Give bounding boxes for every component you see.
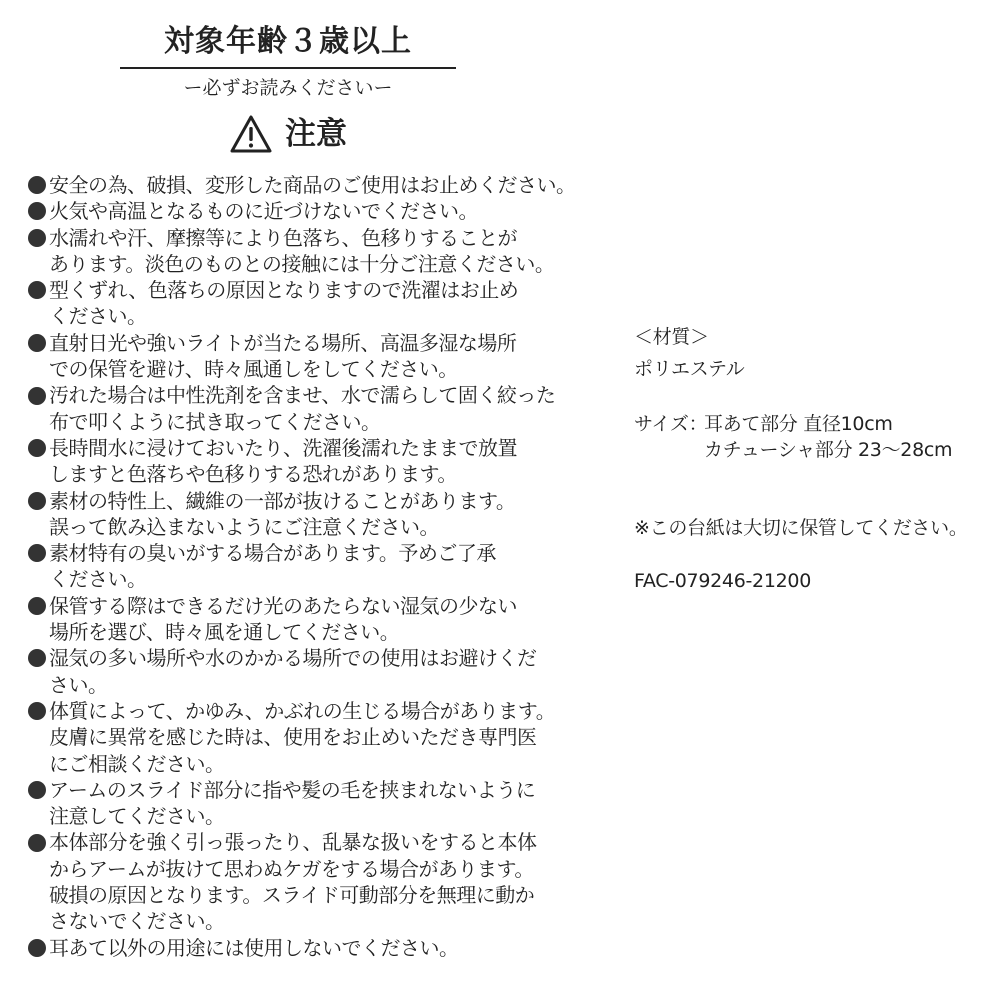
caution-line xyxy=(28,409,618,435)
caution-line xyxy=(28,619,618,645)
bullet-icon xyxy=(28,777,49,803)
caution-text: 体質によって、かゆみ、かぶれの生じる場合があります。 xyxy=(49,698,556,723)
caution-line xyxy=(28,882,618,908)
caution-text: 布で叩くように拭き取ってください。 xyxy=(49,409,381,434)
caution-item xyxy=(28,330,618,383)
caution-line xyxy=(28,461,618,487)
warning-triangle-icon xyxy=(229,114,273,154)
caution-line xyxy=(28,303,618,329)
caution-item xyxy=(28,698,618,777)
caution-text: アームのスライド部分に指や髪の毛を挟まれないように xyxy=(49,777,536,802)
bullet-icon xyxy=(28,172,49,198)
bullet-icon xyxy=(28,935,49,961)
caution-line xyxy=(28,751,618,777)
caution-line xyxy=(28,356,618,382)
caution-text: 長時間水に浸けておいたり、洗濯後濡れたままで放置 xyxy=(49,435,517,460)
bullet-icon xyxy=(28,698,49,724)
caution-line xyxy=(28,829,618,855)
caution-line xyxy=(28,777,618,803)
bullet-icon xyxy=(28,645,49,671)
caution-label: 注意 xyxy=(285,116,347,152)
caution-text: ください。 xyxy=(49,567,147,592)
caution-text: ください。 xyxy=(49,304,147,329)
caution-text: 素材の特性上、繊維の一部が抜けることがあります。 xyxy=(49,488,516,513)
caution-text: 素材特有の臭いがする場合があります。予めご了承 xyxy=(49,541,496,566)
caution-text: からアームが抜けて思わぬケガをする場合があります。 xyxy=(49,856,534,881)
caution-line xyxy=(28,566,618,592)
caution-line xyxy=(28,330,618,356)
caution-item xyxy=(28,935,618,961)
caution-line xyxy=(28,198,618,224)
caution-text: にご相談ください。 xyxy=(49,751,225,776)
caution-line xyxy=(28,698,618,724)
bullet-icon xyxy=(28,829,49,855)
bullet-icon xyxy=(28,593,49,619)
caution-item xyxy=(28,540,618,593)
caution-item xyxy=(28,198,618,224)
caution-line xyxy=(28,172,618,198)
bullet-icon xyxy=(28,382,49,408)
please-read-note: ー必ずお読みくださいー xyxy=(183,77,393,99)
age-requirement-title: 対象年齢３歳以上 xyxy=(164,24,412,59)
material-value: ポリエステル xyxy=(634,358,745,380)
caution-text: 本体部分を強く引っ張ったり、乱暴な扱いをすると本体 xyxy=(49,830,537,855)
caution-text: 湿気の多い場所や水のかかる場所での使用はお避けくだ xyxy=(49,646,537,671)
caution-text: 耳あて以外の用途には使用しないでください。 xyxy=(49,935,459,960)
caution-line xyxy=(28,908,618,934)
caution-line xyxy=(28,803,618,829)
caution-line xyxy=(28,251,618,277)
caution-item xyxy=(28,172,618,198)
bullet-icon xyxy=(28,277,49,303)
caution-line xyxy=(28,540,618,566)
caution-line xyxy=(28,382,618,408)
caution-item xyxy=(28,829,618,934)
caution-text: さないでください。 xyxy=(49,909,225,934)
caution-line xyxy=(28,724,618,750)
caution-text: 安全の為、破損、変形した商品のご使用はお止めください。 xyxy=(49,173,576,197)
caution-line xyxy=(28,277,618,303)
caution-item xyxy=(28,645,618,698)
caution-text: 場所を選び、時々風を通してください。 xyxy=(49,620,400,645)
caution-line xyxy=(28,672,618,698)
caution-item xyxy=(28,777,618,830)
caution-text: 皮膚に異常を感じた時は、使用をお止めいただき専門医 xyxy=(49,725,537,750)
caution-line xyxy=(28,645,618,671)
bullet-icon xyxy=(28,540,49,566)
bullet-icon xyxy=(28,225,49,251)
caution-heading xyxy=(120,108,456,160)
caution-text: さい。 xyxy=(49,672,108,697)
caution-text: 火気や高温となるものに近づけないでください。 xyxy=(49,199,478,224)
caution-item xyxy=(28,225,618,278)
size-headband-value: カチューシャ部分 23〜28cm xyxy=(704,439,953,461)
caution-text: 誤って飲み込まないようにご注意ください。 xyxy=(49,514,439,539)
bullet-icon xyxy=(28,198,49,224)
caution-text: 型くずれ、色落ちの原因となりますので洗濯はお止め xyxy=(49,278,519,303)
product-code: FAC-079246-21200 xyxy=(634,570,811,592)
caution-item xyxy=(28,435,618,488)
bullet-icon xyxy=(28,488,49,514)
caution-text: 破損の原因となります。スライド可動部分を無理に動か xyxy=(49,883,535,908)
size-label: サイズ： xyxy=(634,413,708,435)
material-heading: ＜材質＞ xyxy=(634,326,709,348)
caution-line xyxy=(28,593,618,619)
bullet-icon xyxy=(28,330,49,356)
caution-line xyxy=(28,488,618,514)
caution-text: 保管する際はできるだけ光のあたらない湿気の少ない xyxy=(49,593,517,618)
caution-item xyxy=(28,382,618,435)
caution-line xyxy=(28,856,618,882)
caution-text: あります。淡色のものとの接触には十分ご注意ください。 xyxy=(49,251,555,276)
caution-item xyxy=(28,488,618,541)
caution-line xyxy=(28,225,618,251)
caution-text: 汚れた場合は中性洗剤を含ませ、水で濡らして固く絞った xyxy=(49,383,556,408)
keep-card-note: ※この台紙は大切に保管してください。 xyxy=(634,517,968,539)
caution-item xyxy=(28,277,618,330)
caution-text: 注意してください。 xyxy=(49,804,225,829)
caution-line xyxy=(28,514,618,540)
caution-list xyxy=(28,172,618,961)
title-underline xyxy=(120,67,456,69)
caution-text: 直射日光や強いライトが当たる場所、高温多湿な場所 xyxy=(49,330,517,355)
caution-text: 水濡れや汗、摩擦等により色落ち、色移りすることが xyxy=(49,225,517,250)
bullet-icon xyxy=(28,435,49,461)
caution-line xyxy=(28,935,618,961)
caution-line xyxy=(28,435,618,461)
caution-text: しますと色落ちや色移りする恐れがあります。 xyxy=(49,462,457,487)
caution-text: での保管を避け、時々風通しをしてください。 xyxy=(49,357,458,382)
size-ear-value: 耳あて部分 直径10cm xyxy=(704,413,893,435)
caution-item xyxy=(28,593,618,646)
